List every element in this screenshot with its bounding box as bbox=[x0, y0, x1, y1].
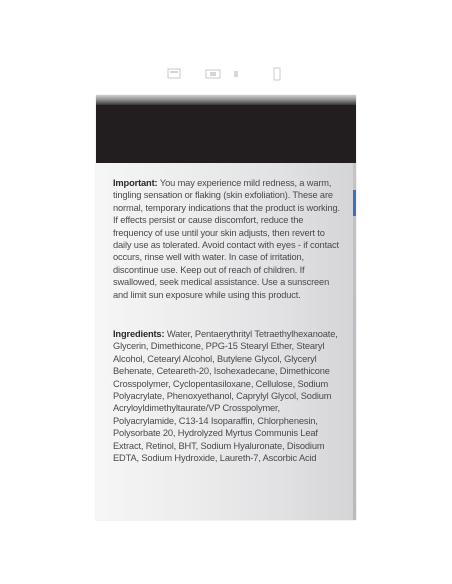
black-header-band bbox=[96, 95, 356, 163]
important-text: You may experience mild redness, a warm, tingling sensation or flaking (skin exfoliation). These are normal, temporary indications that the product is working. If effects persist or cause discomfort, reduce the frequency of use until your skin adjusts, then revert to daily use as tolerated. Avoid contact with eyes - if contact occurs, rinse well with water. In case of irritation, discontinue use. Keep out of reach of children. If swallowed, seek medical assistance. Use a sunscreen and limit sun exposure while using this product. bbox=[113, 178, 340, 300]
important-label: Important: bbox=[113, 178, 160, 188]
ingredients-label: Ingredients: bbox=[113, 329, 167, 339]
band-top-highlight bbox=[96, 95, 356, 105]
product-box-back-panel bbox=[96, 95, 356, 520]
important-warning bbox=[113, 177, 345, 301]
box-top-flap-marks bbox=[166, 66, 286, 82]
blue-side-mark bbox=[353, 190, 356, 216]
ingredients-list bbox=[113, 328, 345, 464]
ingredients-text: Water, Pentaerythrityl Tetraethylhexanoate, Glycerin, Dimethicone, PPG-15 Stearyl Ether, Stearyl Alcohol, Cetearyl Alcohol, Butylene Glycol, Glyceryl Behenate, Ceteareth-20, Isohexadecane, Dimethicone Crosspolymer, Cyclopentasiloxane, Cellulose, Sodium Polyacrylate, Phenoxyethanol, Caprylyl Glycol, Sodium Acryloyldimethyltaurate/VP Crosspolymer, Polyacrylamide, C13-14 Isoparaffin, Chlorphenesin, Polysorbate 20, Hydrolyzed Myrtus Communis Leaf Extract, Retinol, BHT, Sodium Hyaluronate, Disodium EDTA, Sodium Hydroxide, Laureth-7, Ascorbic Acid bbox=[113, 329, 338, 464]
box-side-edge bbox=[353, 163, 356, 520]
